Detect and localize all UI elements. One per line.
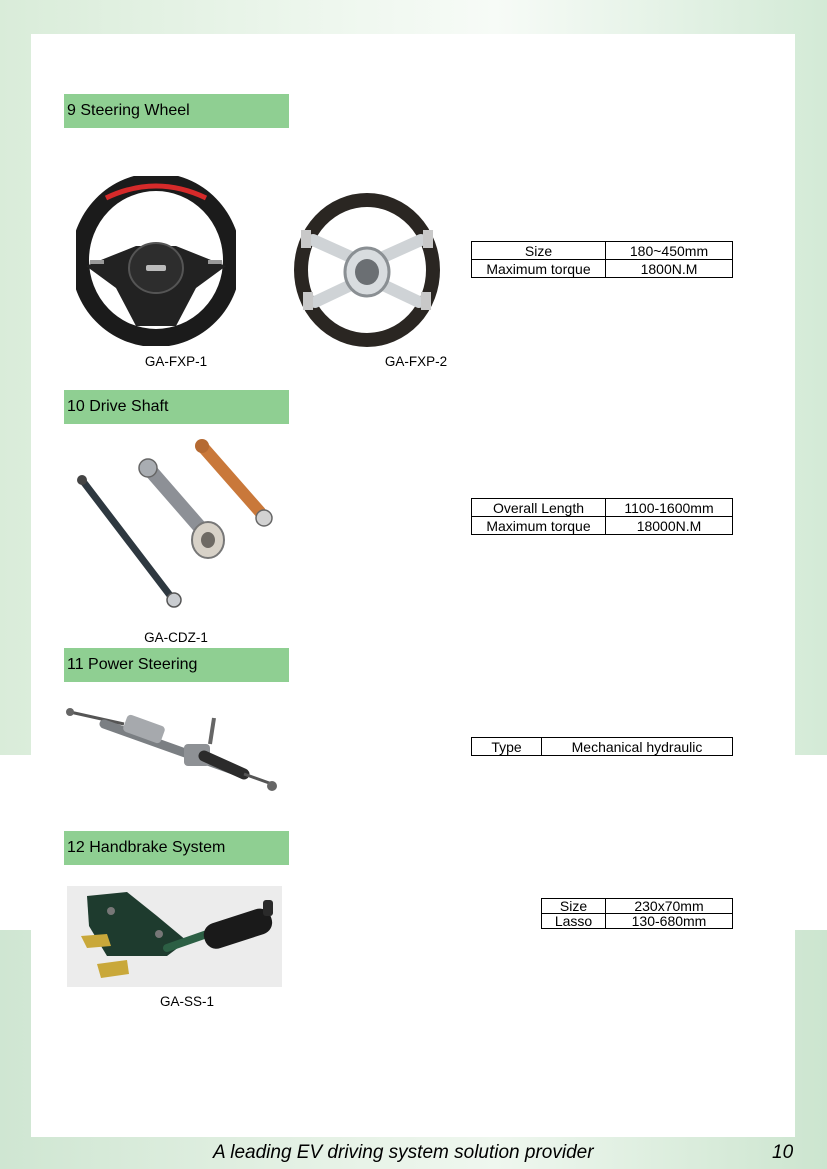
section-heading-power-steering: 11 Power Steering bbox=[64, 648, 289, 682]
caption-ga-fxp-2: GA-FXP-2 bbox=[384, 354, 448, 369]
spec-row bbox=[472, 242, 733, 260]
spec-table-steering-wheel bbox=[471, 241, 733, 278]
footer-tagline: A leading EV driving system solution provider bbox=[213, 1142, 594, 1163]
section-heading-drive-shaft: 10 Drive Shaft bbox=[64, 390, 289, 424]
page-number: 10 bbox=[772, 1142, 794, 1163]
caption-ga-fxp-1: GA-FXP-1 bbox=[144, 354, 208, 369]
steering-wheel-image-2 bbox=[293, 192, 441, 348]
spec-table-drive-shaft bbox=[471, 498, 733, 535]
spec-label: Maximum torque bbox=[472, 517, 606, 535]
spec-value: 1800N.M bbox=[606, 260, 733, 278]
power-steering-image bbox=[64, 704, 278, 796]
spec-label: Lasso bbox=[542, 914, 606, 929]
spec-row bbox=[472, 517, 733, 535]
spec-value: 230x70mm bbox=[606, 899, 733, 914]
spec-value: 180~450mm bbox=[606, 242, 733, 260]
spec-value: 18000N.M bbox=[606, 517, 733, 535]
spec-row bbox=[472, 260, 733, 278]
spec-row bbox=[542, 899, 733, 914]
spec-value: 130-680mm bbox=[606, 914, 733, 929]
spec-label: Overall Length bbox=[472, 499, 606, 517]
drive-shaft-image bbox=[74, 436, 280, 611]
spec-label: Size bbox=[472, 242, 606, 260]
spec-table-handbrake bbox=[541, 898, 733, 929]
section-heading-steering-wheel: 9 Steering Wheel bbox=[64, 94, 289, 128]
spec-label: Maximum torque bbox=[472, 260, 606, 278]
spec-value: 1100-1600mm bbox=[606, 499, 733, 517]
spec-label: Size bbox=[542, 899, 606, 914]
section-heading-handbrake: 12 Handbrake System bbox=[64, 831, 289, 865]
spec-row bbox=[472, 499, 733, 517]
handbrake-image bbox=[67, 886, 282, 987]
spec-value: Mechanical hydraulic bbox=[542, 738, 733, 756]
spec-row bbox=[542, 914, 733, 929]
spec-row bbox=[472, 738, 733, 756]
caption-ga-ss-1: GA-SS-1 bbox=[159, 994, 214, 1009]
caption-ga-cdz-1: GA-CDZ-1 bbox=[144, 630, 208, 645]
steering-wheel-image-1 bbox=[76, 176, 236, 346]
spec-table-power-steering bbox=[471, 737, 733, 756]
spec-label: Type bbox=[472, 738, 542, 756]
